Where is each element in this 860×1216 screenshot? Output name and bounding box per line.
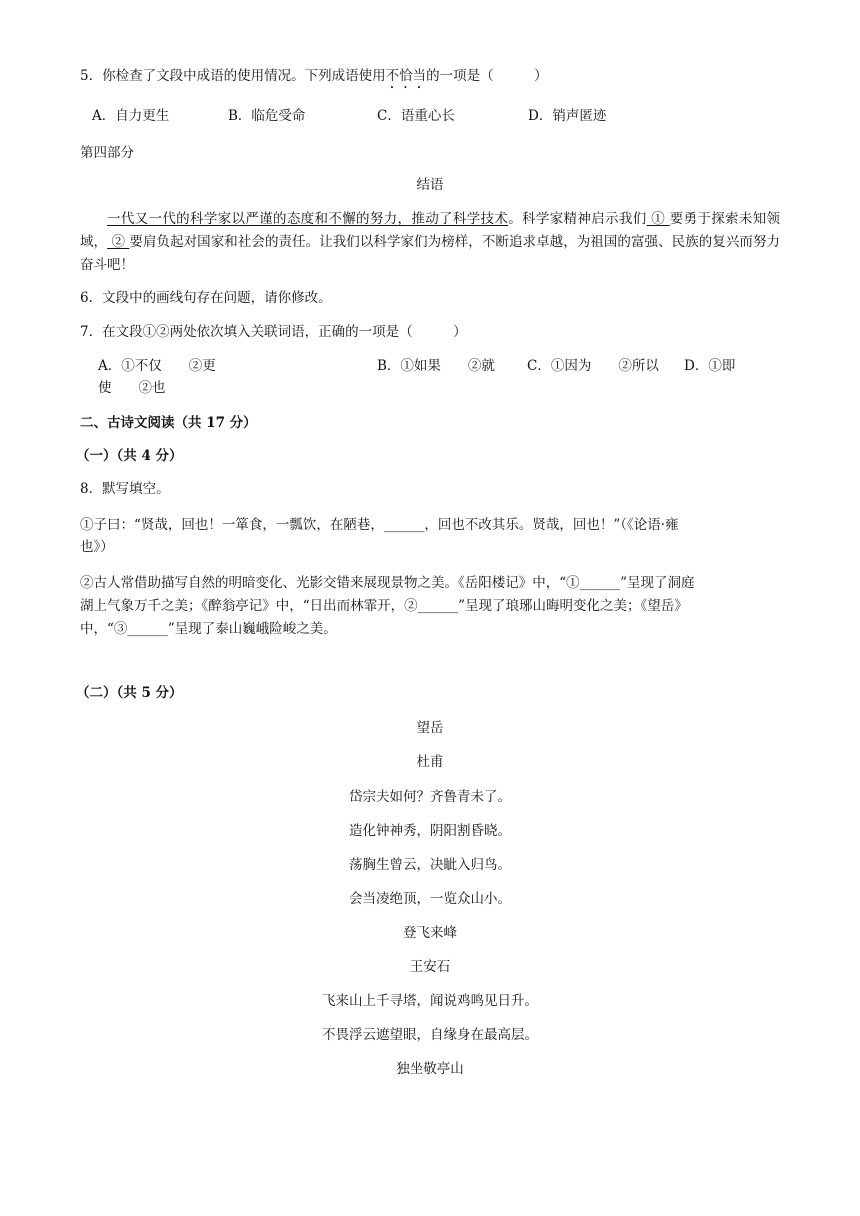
q5-stem-text: 5．你检查了文段中成语的使用情况。下列成语使用 (80, 68, 386, 84)
poem1-line: 造化钟神秀，阴阳割昏晓。 (349, 823, 511, 839)
poem2-author: 王安石 (409, 959, 451, 975)
fill1-blank: ______ (383, 517, 425, 533)
paragraph-text-b: 要勇于探索未知领域， (80, 211, 781, 250)
q7-option-b: B．①如果 ②就 (377, 358, 495, 374)
q7-option-d: D．①即 (684, 358, 736, 374)
q5-stem-tail: 的一项是（ ） (426, 68, 548, 84)
fill1-text-a: ①子曰：“贤哉，回也！一箪食，一瓢饮，在陋巷， (80, 517, 384, 533)
q5-emphasis-text: 不恰当 (385, 68, 427, 84)
part4-label: 第四部分 (80, 145, 134, 161)
fill2-line2: 湖上气象万千之美；《醉翁亭记》中，“日出而林霏开，②______”呈现了琅琊山晦明变化之美；《望岳》 (80, 598, 688, 614)
q5-option-d: D．销声匿迹 (528, 108, 607, 124)
section2-sub1: （一）（共 4 分） (76, 448, 183, 464)
q7-stem: 7．在文段①②两处依次填入关联词语，正确的一项是（ ） (80, 324, 467, 340)
part4-paragraph (80, 208, 780, 277)
q5-option-b: B．临危受命 (228, 108, 306, 124)
fill1-line2: 也》） (80, 539, 114, 555)
q7-option-a: A．①不仅 ②更 (98, 358, 216, 374)
blank-2: ② (111, 234, 126, 250)
poem1-author: 杜甫 (416, 754, 444, 770)
poem2-title: 登飞来峰 (403, 925, 457, 941)
poem2-line: 不畏浮云遮望眼，自缘身在最高层。 (322, 1027, 538, 1043)
part4-title: 结语 (416, 177, 444, 193)
paragraph-text-a: 。科学家精神启示我们 (508, 211, 647, 227)
q5-option-c: C．语重心长 (377, 108, 455, 124)
poem1-title: 望岳 (416, 720, 444, 736)
blank-1: ① (651, 211, 666, 227)
paragraph-text-c: 要肩负起对国家和社会的责任。让我们以科学家们为榜样，不断追求卓越，为祖国的富强、民族的复兴而努力奋斗吧！ (80, 234, 781, 273)
fill2-line3: 中，“③______”呈现了泰山巍峨险峻之美。 (80, 621, 337, 637)
poem2-line: 飞来山上千寻塔，闻说鸡鸣见日升。 (322, 993, 538, 1009)
fill2-line1: ②古人常借助描写自然的明暗变化、光影交错来展现景物之美。《岳阳楼记》中，“①______”呈现了洞庭 (80, 575, 695, 591)
fill1-text-b: ，回也不改其乐。贤哉，回也！”（《论语·雍 (424, 517, 679, 533)
section2-sub2: （二）（共 5 分） (76, 685, 183, 701)
underlined-sentence: 一代又一代的科学家以严谨的态度和不懈的努力，推动了科学技术 (107, 211, 509, 227)
q8-stem: 8．默写填空。 (80, 481, 170, 497)
poem1-line: 荡胸生曾云，决眦入归鸟。 (349, 857, 511, 873)
poem1-line: 岱宗夫如何？齐鲁青未了。 (349, 789, 511, 805)
section2-title: 二、古诗文阅读（共 17 分） (80, 415, 257, 431)
q5-stem (80, 66, 548, 92)
q7-option-c: C．①因为 ②所以 (527, 358, 659, 374)
q5-option-a: A．自力更生 (92, 108, 170, 124)
fill1-line1 (80, 515, 679, 535)
poem3-title: 独坐敬亭山 (396, 1061, 464, 1077)
poem1-line: 会当凌绝顶，一览众山小。 (349, 891, 511, 907)
q7-option-d-continued: 使 ②也 (98, 380, 166, 396)
q6-stem: 6．文段中的画线句存在问题，请你修改。 (80, 290, 332, 306)
